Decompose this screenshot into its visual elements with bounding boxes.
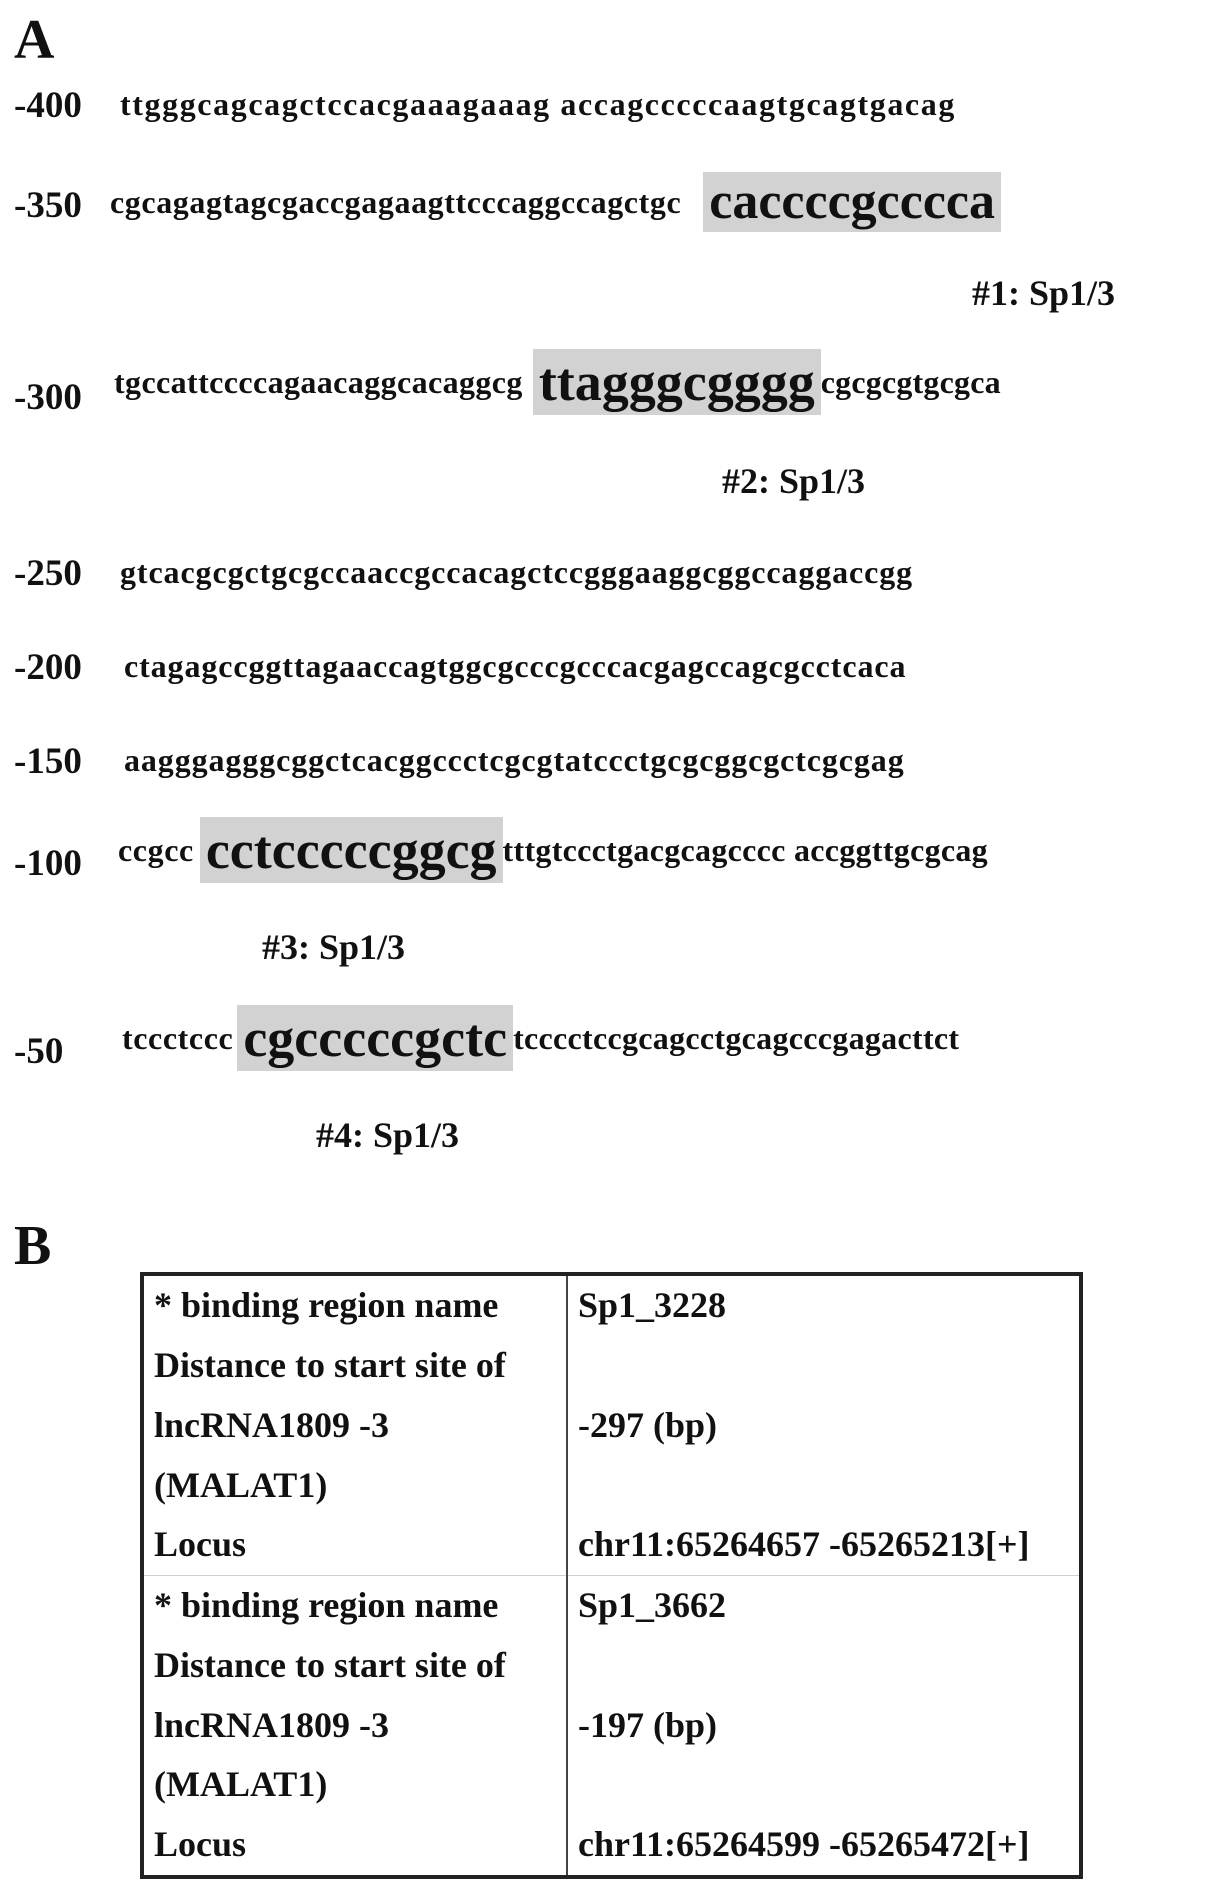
position-label: -150 (14, 741, 82, 782)
panel-b-label: B (14, 1215, 52, 1277)
row-value: chr11:65264657 -65265213[+] (578, 1524, 1030, 1565)
sequence-line (14, 646, 1195, 696)
site-label-2: #2: Sp1/3 (722, 461, 866, 501)
row-key: Locus (142, 1515, 567, 1575)
sequence-segment: ccgcc (118, 831, 194, 868)
position-label: -400 (14, 85, 82, 126)
row-key: (MALAT1) (142, 1755, 567, 1815)
position-label: -350 (14, 185, 82, 226)
binding-site-3: cctcccccggcg (200, 817, 503, 883)
row-value (567, 1456, 1081, 1516)
sequence-segment: aagggagggcggctcacggccctcgcgtatccctgcgcggcgctcgcgag (124, 742, 905, 778)
table-row (142, 1755, 1081, 1815)
table-row (142, 1815, 1081, 1877)
table-row (142, 1396, 1081, 1456)
table-row (142, 1575, 1081, 1635)
sequence-line (14, 740, 1195, 790)
row-key: * binding region name (142, 1575, 567, 1635)
row-value (567, 1336, 1081, 1396)
row-key: (MALAT1) (142, 1456, 567, 1516)
sequence-line (14, 170, 1195, 240)
row-key: Distance to start site of (142, 1336, 567, 1396)
position-label: -50 (14, 1031, 64, 1072)
position-label: -100 (14, 843, 82, 884)
row-key: * binding region name (142, 1274, 567, 1336)
sequence-segment: gtcacgcgctgcgccaaccgccacagctccgggaaggcggccaggaccgg (120, 554, 914, 590)
row-value (567, 1636, 1081, 1696)
row-value: Sp1_3228 (578, 1285, 727, 1326)
row-value: -197 (bp) (578, 1704, 718, 1745)
sequence-line (14, 552, 1195, 602)
sequence-line (14, 346, 1195, 420)
table-row (142, 1456, 1081, 1516)
row-value (567, 1755, 1081, 1815)
row-key: Locus (142, 1815, 567, 1877)
position-label: -200 (14, 647, 82, 688)
sequence-segment: cgcgcgtgcgca (820, 363, 1001, 400)
sequence-line (14, 84, 1195, 134)
table-row (142, 1336, 1081, 1396)
site-label-1: #1: Sp1/3 (972, 273, 1116, 313)
sequence-segment: tccctccc (122, 1019, 234, 1056)
table-row (142, 1274, 1081, 1336)
binding-region-table (140, 1272, 1083, 1879)
position-label: -250 (14, 553, 82, 594)
sequence-line (14, 814, 1195, 886)
sequence-segment: cgcagagtagcgaccgagaagttcccaggccagctgc (110, 183, 682, 220)
row-value: chr11:65264599 -65265472[+] (578, 1824, 1030, 1865)
sequence-segment: ctagagccggttagaaccagtggcgcccgcccacgagccagcgcctcaca (124, 648, 907, 684)
table-row (142, 1636, 1081, 1696)
binding-site-1: caccccgcccca (703, 172, 1001, 232)
sequence-segment: tttgtccctgacgcagcccc accggttgcgcag (502, 831, 988, 868)
binding-site-2: ttagggcgggg (533, 349, 821, 415)
sequence-segment: tgccattccccagaacaggcacaggcg (114, 363, 523, 400)
sequence-line (14, 1002, 1195, 1074)
row-key: lncRNA1809 -3 (142, 1695, 567, 1755)
row-key: lncRNA1809 -3 (142, 1396, 567, 1456)
binding-site-4: cgcccccgctc (237, 1005, 513, 1071)
table-row (142, 1695, 1081, 1755)
site-label-4: #4: Sp1/3 (316, 1115, 460, 1155)
table-row (142, 1515, 1081, 1575)
sequence-segment: ttgggcagcagctccacgaaagaaag accagcccccaagtgcagtgacag (120, 86, 956, 122)
sequence-segment: tcccctccgcagcctgcagcccgagacttct (513, 1019, 960, 1056)
row-key: Distance to start site of (142, 1636, 567, 1696)
panel-a-label: A (14, 9, 55, 71)
site-label-3: #3: Sp1/3 (262, 927, 406, 967)
row-value: Sp1_3662 (567, 1575, 1081, 1635)
position-label: -300 (14, 377, 82, 418)
row-value: -297 (bp) (578, 1404, 718, 1445)
